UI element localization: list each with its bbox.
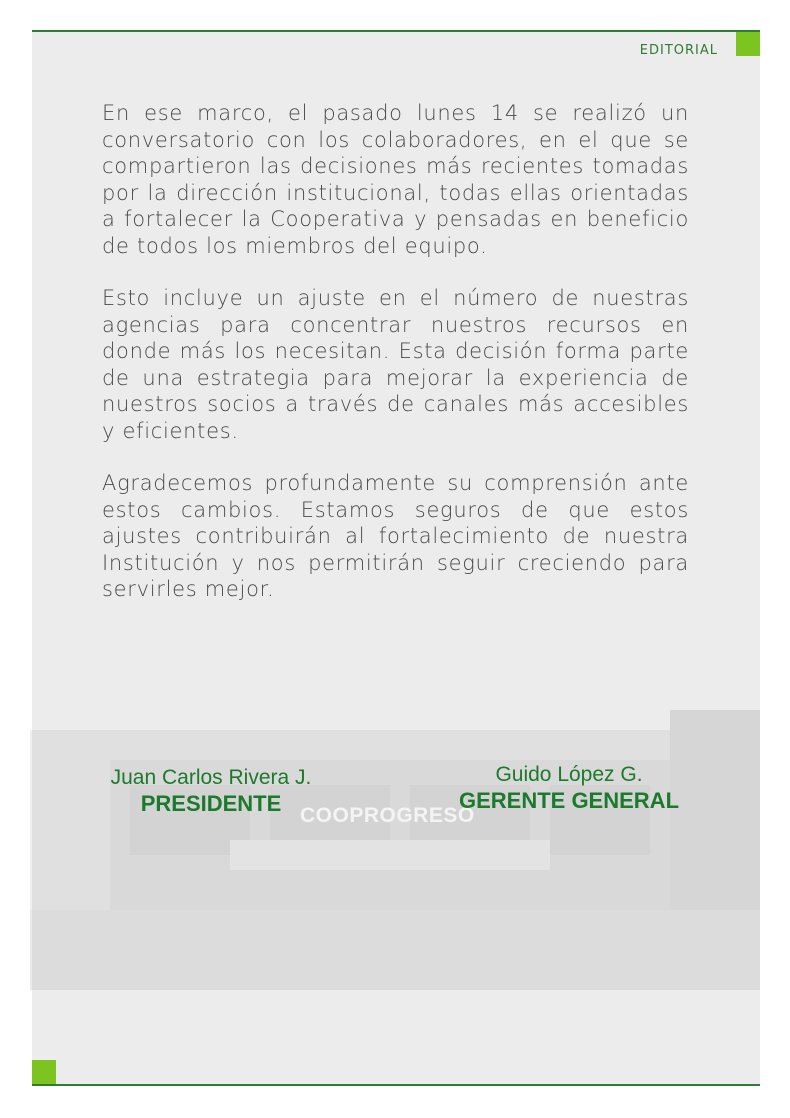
- paragraph-3: Agradecemos profundamente su comprensión ante estos cambios. Estamos seguros de que estos ajustes contribuirán al fortalecimiento de nuestra Institución y nos permitirán seguir creciendo para servirles mejor.: [102, 471, 689, 601]
- signatory-title: GERENTE GENERAL: [458, 788, 680, 813]
- section-label: EDITORIAL: [639, 43, 718, 58]
- top-rule: [32, 30, 760, 32]
- signature-general-manager: [444, 762, 694, 814]
- signature-president: [96, 765, 326, 817]
- paragraph-2: Esto incluye un ajuste en el número de nuestras agencias para concentrar nuestros recursos en donde más los necesitan. Esta decisión forma parte de una estrategia para mejorar la experiencia de nuestros socios a través de canales más accesibles y eficientes.: [102, 286, 689, 443]
- editorial-body: [102, 100, 689, 629]
- building-backdrop: [30, 690, 760, 990]
- bottom-rule: [32, 1084, 760, 1086]
- signatory-title: PRESIDENTE: [140, 791, 282, 816]
- signatory-name: Juan Carlos Rivera J.: [110, 766, 312, 789]
- signatory-name: Guido López G.: [495, 763, 643, 786]
- corner-square-bottom: [32, 1060, 56, 1084]
- building-sign-watermark: COOPROGRESO: [300, 804, 475, 827]
- paragraph-1: En ese marco, el pasado lunes 14 se realizó un conversatorio con los colaboradores, en el que se compartieron las decisiones más recientes tomadas por la dirección institucional, todas ellas orientadas a fortalecer la Cooperativa y pensadas en beneficio de todos los miembros del equipo.: [102, 101, 689, 258]
- corner-square-top: [736, 32, 760, 56]
